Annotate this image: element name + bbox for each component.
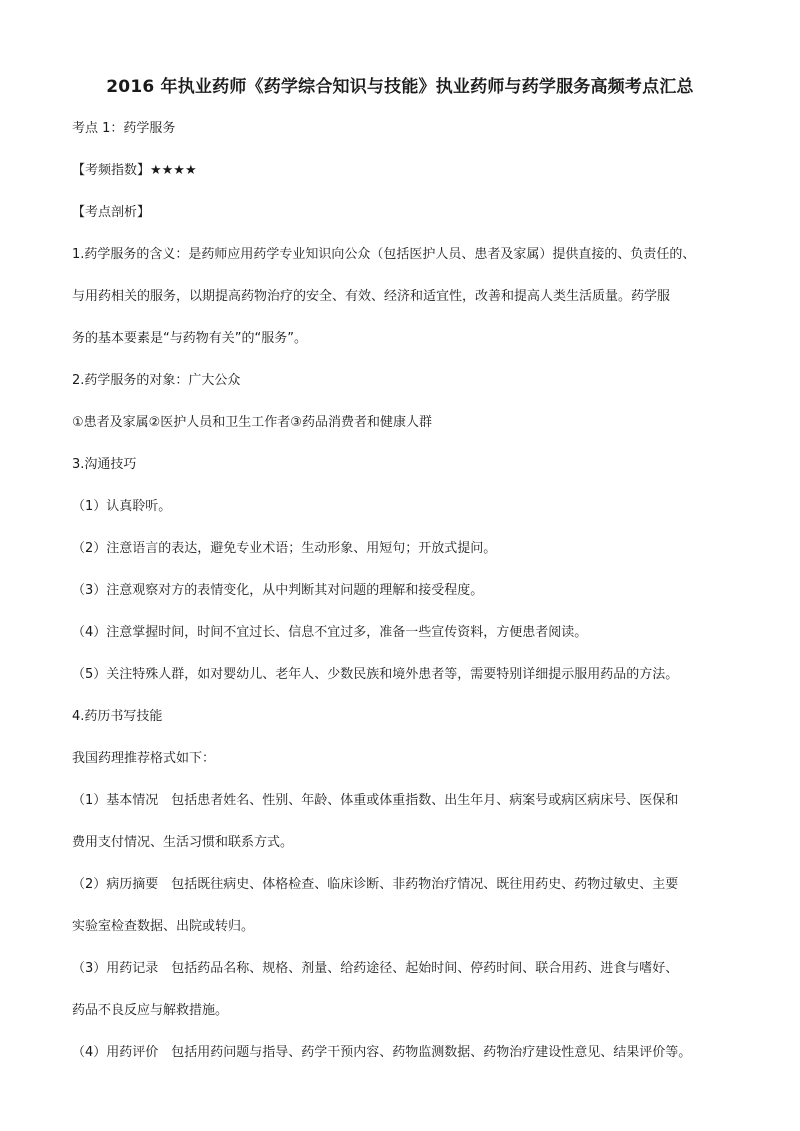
definition-line-3: 务的基本要素是“与药物有关”的“服务”。 [72, 331, 307, 346]
record-intro: 我国药理推荐格式如下： [72, 751, 216, 766]
record-item-1-line-1: （1）基本情况 包括患者姓名、性别、年龄、体重或体重指数、出生年月、病案号或病区病床号、医保和 [72, 793, 679, 808]
record-item-1-line-2: 费用支付情况、生活习惯和联系方式。 [72, 835, 294, 850]
communication-item-5: （5）关注特殊人群，如对婴幼儿、老年人、少数民族和境外患者等，需要特别详细提示服用药品的方法。 [72, 667, 679, 682]
record-item-2-line-1: （2）病历摘要 包括既往病史、体格检查、临床诊断、非药物治疗情况、既往用药史、药物过敏史、主要 [72, 877, 679, 892]
record-item-2-line-2: 实验室检查数据、出院或转归。 [72, 919, 255, 934]
record-item-3-line-1: （3）用药记录 包括药品名称、规格、剂量、给药途径、起始时间、停药时间、联合用药、进食与嗜好、 [72, 961, 679, 976]
document-title: 2016 年执业药师《药学综合知识与技能》执业药师与药学服务高频考点汇总 [106, 77, 694, 97]
analysis-label: 【考点剖析】 [72, 205, 151, 220]
communication-item-1: （1）认真聆听。 [72, 499, 172, 514]
communication-item-3: （3）注意观察对方的表情变化，从中判断其对问题的理解和接受程度。 [72, 583, 484, 598]
object-list: ①患者及家属②医护人员和卫生工作者③药品消费者和健康人群 [72, 415, 432, 430]
communication-item-2: （2）注意语言的表达，避免专业术语；生动形象、用短句；开放式提问。 [72, 541, 497, 556]
record-item-3-line-2: 药品不良反应与解救措施。 [72, 1003, 229, 1018]
communication-heading: 3.沟通技巧 [72, 457, 137, 472]
object-heading: 2.药学服务的对象：广大公众 [72, 373, 241, 388]
definition-line-1: 1.药学服务的含义：是药师应用药学专业知识向公众（包括医护人员、患者及家属）提供直接的、负责任的、 [72, 247, 696, 262]
definition-line-2: 与用药相关的服务，以期提高药物治疗的安全、有效、经济和适宜性，改善和提高人类生活质量。药学服 [72, 289, 671, 304]
frequency-rating: 【考频指数】★★★★ [72, 163, 197, 178]
record-heading: 4.药历书写技能 [72, 709, 163, 724]
record-item-4: （4）用药评价 包括用药问题与指导、药学干预内容、药物监测数据、药物治疗建设性意见、结果评价等。 [72, 1045, 692, 1060]
communication-item-4: （4）注意掌握时间，时间不宜过长、信息不宜过多，准备一些宣传资料，方便患者阅读。 [72, 625, 588, 640]
point-label: 考点 1：药学服务 [72, 121, 176, 136]
